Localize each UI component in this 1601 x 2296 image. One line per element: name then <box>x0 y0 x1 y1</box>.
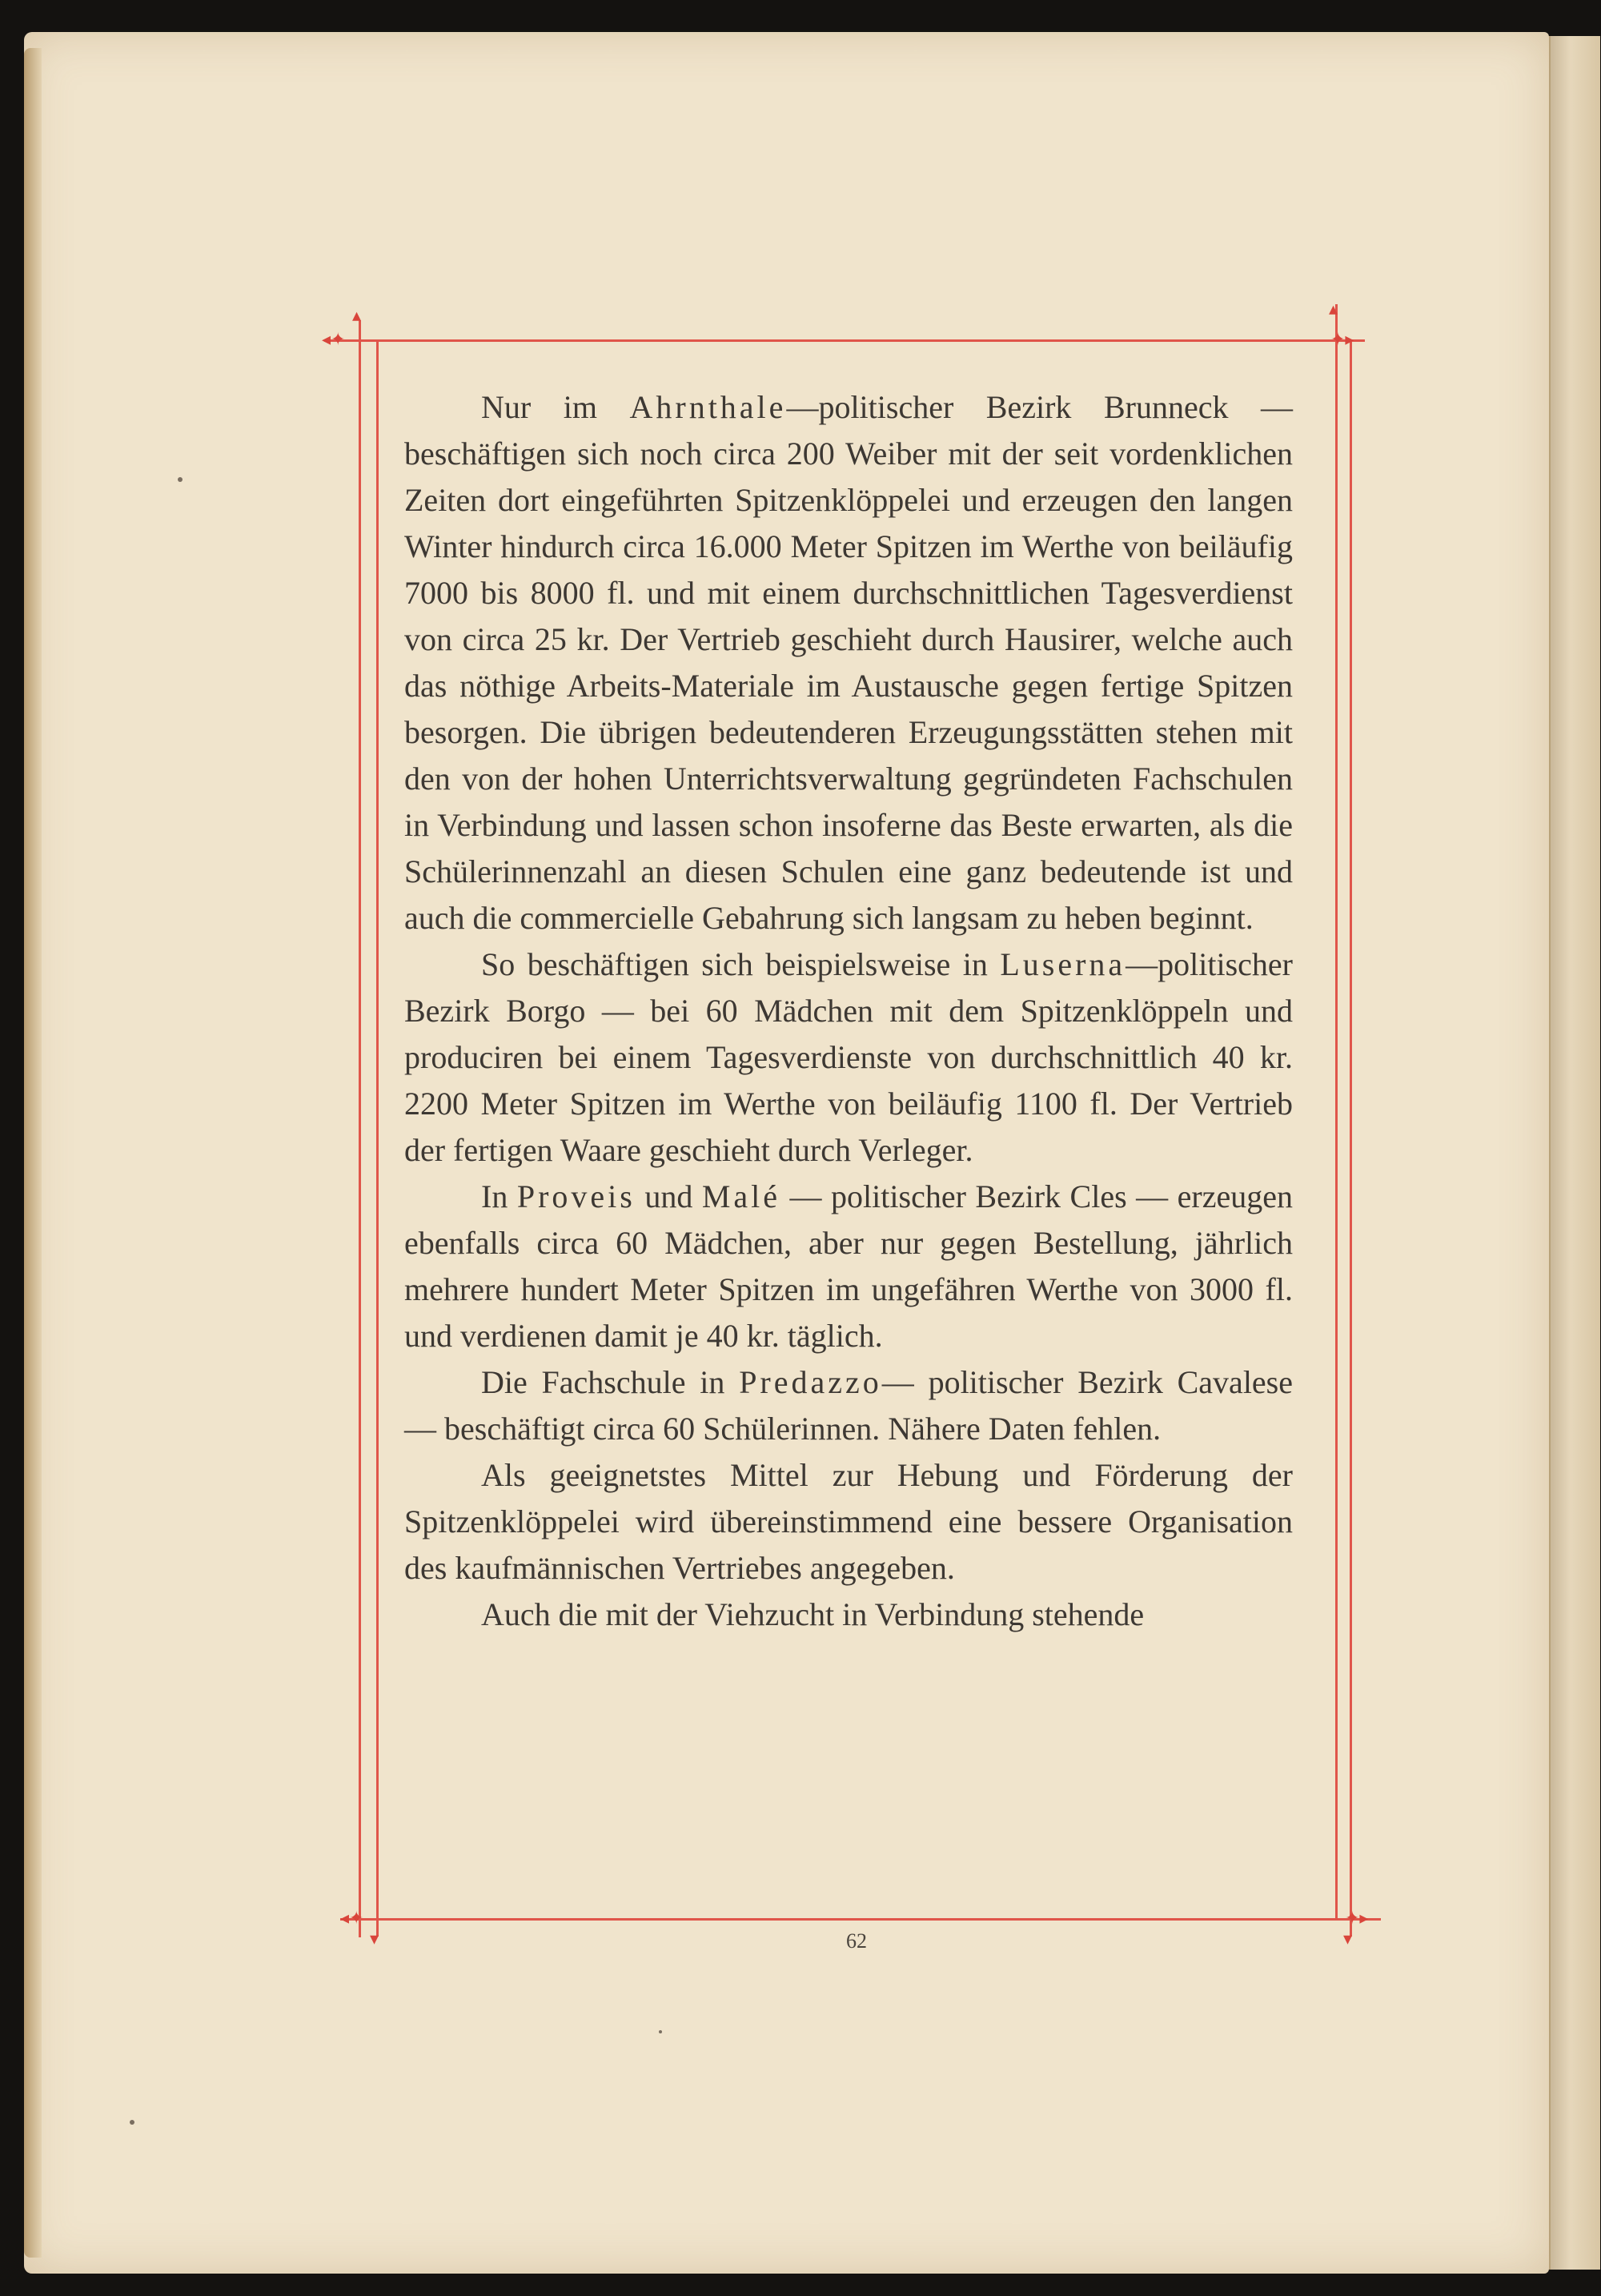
paper-speck <box>130 2120 134 2125</box>
paragraph-3-lead: In <box>481 1178 517 1214</box>
place-name-male: Malé <box>701 1178 781 1214</box>
frame-tip-bottom-right: ▾ <box>1343 1929 1353 1949</box>
paragraph-6: Auch die mit der Viehzucht in Verbindung stehende <box>481 1596 1145 1632</box>
frame-corner-ornament-top-left: ◂✦ <box>322 330 346 350</box>
paragraph-3-rest: — politischer Bezirk Cles — erzeugen ebenfalls circa 60 Mädchen, aber nur gegen Bestellung, jährlich mehrere hundert Meter Spitzen im ungefähren Werthe von 3000 fl. und verdienen damit je 40 kr. täglich. <box>404 1178 1293 1354</box>
paper-speck <box>178 477 183 482</box>
paragraph-1-lead: Nur im <box>481 389 630 425</box>
paragraph-2-lead: So beschäftigen sich beispielsweise in <box>481 946 1001 982</box>
body-text <box>404 384 1293 1638</box>
page-binding-edge <box>24 48 42 2258</box>
frame-tip-top-right: ▴ <box>1329 299 1338 319</box>
frame-right-line <box>1335 304 1338 1918</box>
frame-tip-top-left: ▴ <box>352 306 362 326</box>
place-name-proveis: Proveis <box>516 1178 636 1214</box>
frame-left-line <box>359 320 361 1937</box>
frame-corner-ornament-bottom-right: ✦▸ <box>1345 1909 1369 1929</box>
frame-tip-bottom-left: ▾ <box>370 1929 379 1949</box>
page-number: 62 <box>846 1929 867 1953</box>
paper-speck <box>659 2030 662 2033</box>
paragraph-2-rest: —politischer Bezirk Borgo — bei 60 Mädchen mit dem Spitzenklöppeln und produciren bei einem Tagesverdienste von durchschnittlich 40 kr. 2200 Meter Spitzen im Werthe von beiläufig 1100 fl. Der Vertrieb der fertigen Waare geschieht durch Verleger. <box>404 946 1293 1168</box>
paragraph-3 <box>404 1174 1293 1359</box>
frame-bottom-line <box>340 1918 1381 1921</box>
frame-top-line <box>324 339 1365 342</box>
paragraph-2 <box>404 941 1293 1174</box>
frame-corner-ornament-bottom-left: ◂✦ <box>340 1909 364 1929</box>
paragraph-5: Als geeignetstes Mittel zur Hebung und Förderung der Spitzenklöppelei wird übereinstimmend eine bessere Organisation des kaufmännischen Vertriebes angegeben. <box>404 1457 1293 1586</box>
frame-corner-ornament-top-right: ✦▸ <box>1330 330 1354 350</box>
paragraph-1-rest: —politischer Bezirk Brunneck — beschäftigen sich noch circa 200 Weiber mit der seit vordenklichen Zeiten dort eingeführten Spitzenklöppelei und erzeugen den langen Winter hindurch circa 16.000 Meter Spitzen im Werthe von beiläufig 7000 bis 8000 fl. und mit einem durchschnittlichen Tagesverdienst von circa 25 kr. Der Vertrieb geschieht durch Hausirer, welche auch das nöthige Arbeits-Materiale im Austausche gegen fertige Spitzen besorgen. Die übrigen bedeutenderen Erzeugungsstätten stehen mit den von der hohen Unterrichtsverwaltung gegründeten Fachschulen in Verbindung und lassen schon insoferne das Beste erwarten, als die Schülerinnenzahl an diesen Schulen eine ganz bedeutende ist und auch die commercielle Gebahrung sich langsam zu heben beginnt. <box>404 389 1293 936</box>
paragraph-4-lead: Die Fachschule in <box>481 1364 740 1400</box>
paragraph-4 <box>404 1359 1293 1452</box>
place-name-predazzo: Predazzo <box>739 1364 882 1400</box>
paragraph-1 <box>404 384 1293 941</box>
paragraph-3-mid: und <box>635 1178 702 1214</box>
place-name-luserna: Luserna <box>1000 946 1126 982</box>
frame-right-inner-line <box>1350 339 1352 1937</box>
place-name-ahrnthale: Ahrnthale <box>629 389 787 425</box>
frame-left-inner-line <box>376 339 379 1937</box>
next-page-edge <box>1549 36 1600 2270</box>
paragraph-4-rest: — politischer Bezirk Cavalese — beschäftigt circa 60 Schülerinnen. Nähere Daten fehlen. <box>404 1364 1293 1447</box>
